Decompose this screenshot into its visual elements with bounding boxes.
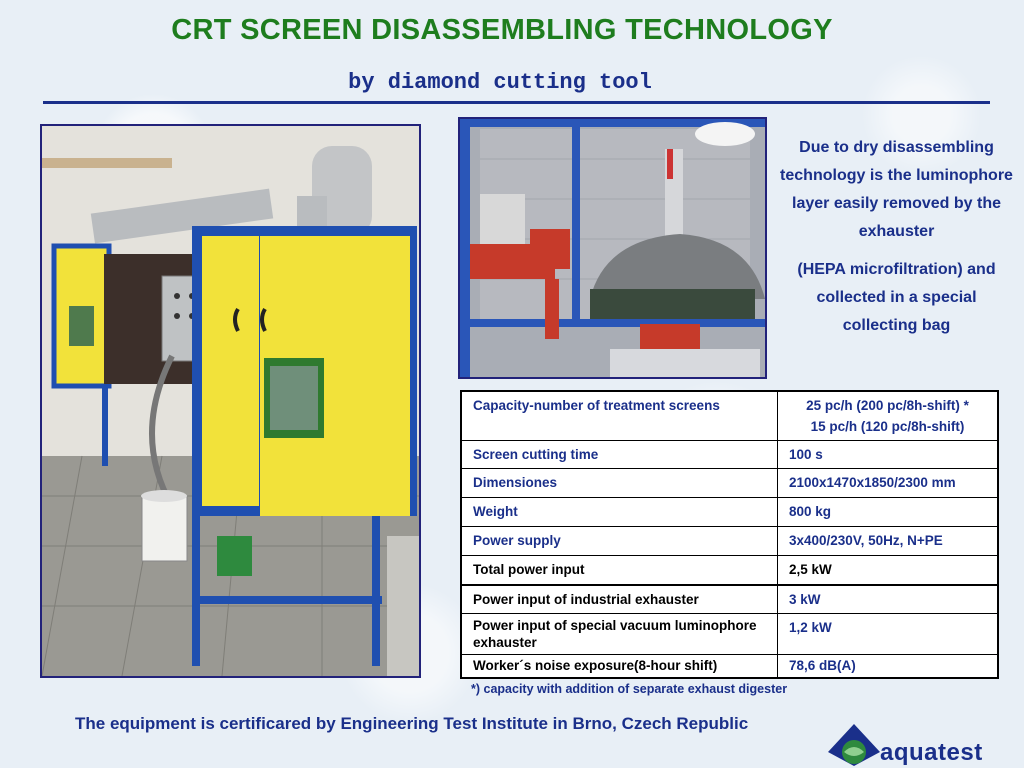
spec-value-line-1: 25 pc/h (200 pc/8h-shift) * (806, 398, 969, 413)
description-paragraph-2: (HEPA microfiltration) and collected in a special collecting bag (797, 261, 996, 334)
page-subtitle: by diamond cutting tool (348, 70, 652, 95)
spec-label: Power input of industrial exhauster (461, 585, 778, 614)
spec-label: Worker´s noise exposure(8-hour shift) (461, 654, 778, 678)
spec-label: Capacity-number of treatment screens (461, 391, 778, 441)
spec-label: Power input of special vacuum luminophore exhauster (461, 613, 778, 654)
table-row (461, 556, 998, 585)
page-title: CRT SCREEN DISASSEMBLING TECHNOLOGY (171, 14, 833, 46)
spec-value (778, 391, 999, 441)
title-divider (43, 101, 990, 104)
table-row (461, 585, 998, 614)
table-row (461, 391, 998, 441)
logo-text: aquatest (880, 739, 983, 766)
spec-value: 1,2 kW (778, 613, 999, 654)
cutting-unit-photo (458, 117, 767, 379)
spec-value: 3 kW (778, 585, 999, 614)
spec-value: 800 kg (778, 498, 999, 527)
spec-label: Power supply (461, 527, 778, 556)
table-row (461, 654, 998, 678)
spec-value: 3x400/230V, 50Hz, N+PE (778, 527, 999, 556)
spec-value: 2100x1470x1850/2300 mm (778, 469, 999, 498)
specification-table (460, 390, 999, 679)
spec-value: 78,6 dB(A) (778, 654, 999, 678)
certification-note: The equipment is certificared by Engineering Test Institute in Brno, Czech Republic (75, 714, 749, 733)
capacity-footnote: *) capacity with addition of separate exhaust digester (471, 682, 788, 696)
table-row (461, 498, 998, 527)
table-row (461, 469, 998, 498)
spec-label: Dimensiones (461, 469, 778, 498)
spec-label: Screen cutting time (461, 441, 778, 469)
table-row (461, 613, 998, 654)
spec-value: 100 s (778, 441, 999, 469)
globe-icon (828, 724, 880, 766)
machine-photo (40, 124, 421, 678)
description-paragraph-1: Due to dry disassembling technology is the luminophore layer easily removed by the exhauster (780, 139, 1013, 240)
spec-value: 2,5 kW (778, 556, 999, 585)
spec-value-line-2: 15 pc/h (120 pc/8h-shift) (810, 419, 965, 434)
table-row (461, 527, 998, 556)
spec-label: Total power input (461, 556, 778, 585)
table-row (461, 441, 998, 469)
spec-label: Weight (461, 498, 778, 527)
